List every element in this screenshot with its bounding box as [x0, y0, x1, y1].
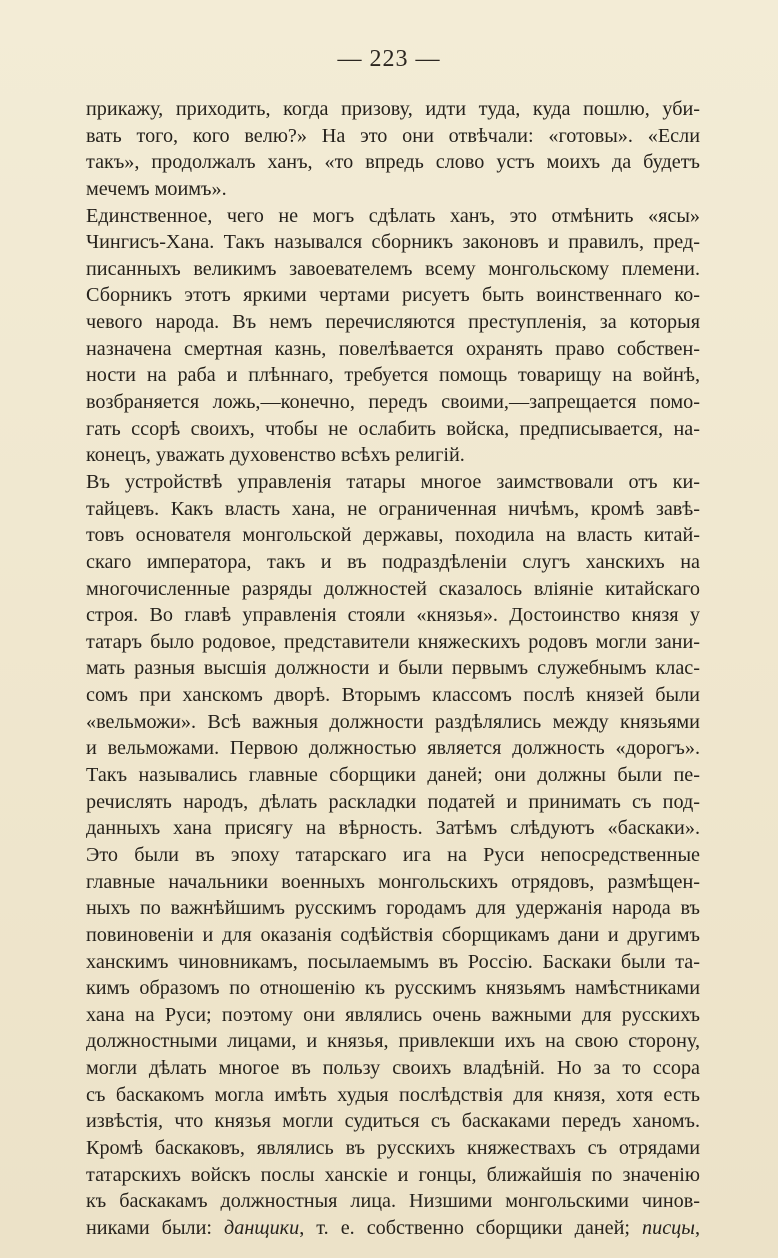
text-line: извѣстія, что князья могли судиться съ баскаками передъ ханомъ.: [86, 1110, 700, 1133]
text-line: конецъ, уважать духовенство всѣхъ религій.: [86, 444, 465, 467]
text-line: тайцевъ. Какъ власть хана, не ограниченная ничѣмъ, кромѣ завѣ-: [86, 497, 700, 520]
text-line: гать ссорѣ своихъ, чтобы не ослабить войска, предписывается, на-: [86, 417, 700, 440]
text-line: Такъ назывались главные сборщики даней; они должны были пе-: [86, 764, 700, 787]
text-line: прикажу, приходить, когда призову, идти туда, куда пошлю, уби-: [86, 98, 700, 120]
text-line: скаго императора, такъ и въ подраздѣленіи слугъ ханскихъ на: [86, 550, 700, 573]
text-line: мечемъ моимъ».: [86, 177, 227, 200]
text-line: товъ основателя монгольской державы, походила на власть китай-: [86, 524, 700, 547]
text-line: чевого народа. Въ немъ перечисляются преступленія, за которыя: [86, 311, 700, 334]
text-line: хана на Руси; поэтому они являлись очень важными для русскихъ: [86, 1003, 700, 1026]
text-line: съ баскакомъ могла имѣть худыя послѣдствія для князя, хотя есть: [86, 1083, 700, 1106]
text-line: ныхъ по важнѣйшимъ русскимъ городамъ для удержанія народа въ: [86, 897, 700, 920]
text-line: такъ», продолжалъ ханъ, «то впредь слово устъ моихъ да будетъ: [86, 151, 700, 174]
text-line: сомъ при ханскомъ дворѣ. Вторымъ классомъ послѣ князей были: [86, 684, 700, 707]
text-line: ности на раба и плѣннаго, требуется помощь товарищу на войнѣ,: [86, 364, 700, 387]
text-line: Кромѣ баскаковъ, являлись въ русскихъ княжествахъ съ отрядами: [86, 1136, 700, 1159]
text-line: строя. Во главѣ управленія стояли «князья». Достоинство князя у: [86, 604, 700, 627]
body-text: [86, 96, 700, 1242]
text-line: Это были въ эпоху татарскаго ига на Руси непосредственные: [86, 843, 700, 866]
italic-word-danshchiki: данщики: [224, 1216, 300, 1239]
text-line: речислять народъ, дѣлать раскладки податей и принимать съ под-: [86, 790, 700, 813]
text-line: татаръ было родовое, представители княжескихъ родовъ могли зани-: [86, 630, 700, 653]
text-line: главные начальники военныхъ монгольскихъ отрядовъ, размѣщен-: [86, 870, 700, 893]
final-line-part2: , т. е. собственно сборщики даней;: [299, 1216, 643, 1239]
text-line: назначена смертная казнь, повелѣвается охранять право собствен-: [86, 337, 700, 360]
text-line: данныхъ хана присягу на вѣрность. Затѣмъ слѣдуютъ «баскаки».: [86, 817, 700, 840]
italic-word-pistsy: писцы: [642, 1216, 695, 1239]
text-line: кимъ образомъ по отношенію къ русскимъ князьямъ намѣстниками: [86, 977, 700, 1000]
text-line: писанныхъ великимъ завоевателемъ всему монгольскому племени.: [86, 257, 700, 280]
final-line-part1: никами были:: [86, 1216, 225, 1239]
text-line: «вельможи». Всѣ важныя должности раздѣлялись между князьями: [86, 710, 700, 733]
text-line: должностными лицами, и князья, привлекши ихъ на свою сторону,: [86, 1030, 700, 1053]
text-line: возбраняется ложь,—конечно, передъ своими,—запрещается помо-: [86, 391, 700, 414]
text-line: Сборникъ этотъ яркими чертами рисуетъ быть воинственнаго ко-: [86, 284, 700, 307]
text-line: вать того, кого велю?» На это они отвѣчали: «готовы». «Если: [86, 124, 700, 147]
text-line: повиновеніи и для оказанія содѣйствія сборщикамъ дани и другимъ: [86, 923, 700, 946]
text-line-final: [86, 1215, 700, 1242]
text-line: ханскимъ чиновникамъ, посылаемымъ въ Россію. Баскаки были та-: [86, 950, 700, 973]
text-line: къ баскакамъ должностныя лица. Низшими монгольскими чинов-: [86, 1190, 700, 1213]
page-number: — 223 —: [337, 46, 441, 72]
text-line: могли дѣлать многое въ пользу своихъ владѣній. Но за то ссора: [86, 1057, 700, 1080]
text-line: татарскихъ войскъ послы ханскіе и гонцы, ближайшія по значенію: [86, 1163, 700, 1186]
text-line: многочисленные разряды должностей сказалось вліяніе китайскаго: [86, 577, 700, 600]
text-line: и вельможами. Первою должностью является должность «дорогъ».: [86, 737, 700, 760]
text-line: Единственное, чего не могъ сдѣлать ханъ, это отмѣнить «ясы»: [86, 204, 700, 227]
final-line-part3: ,: [694, 1216, 700, 1239]
text-line: Чингисъ-Хана. Такъ назывался сборникъ законовъ и правилъ, пред-: [86, 231, 700, 254]
text-line: мать разныя высшія должности и были первымъ служебнымъ клас-: [86, 657, 700, 680]
text-line: Въ устройствѣ управленія татары многое заимствовали отъ ки-: [86, 470, 700, 493]
